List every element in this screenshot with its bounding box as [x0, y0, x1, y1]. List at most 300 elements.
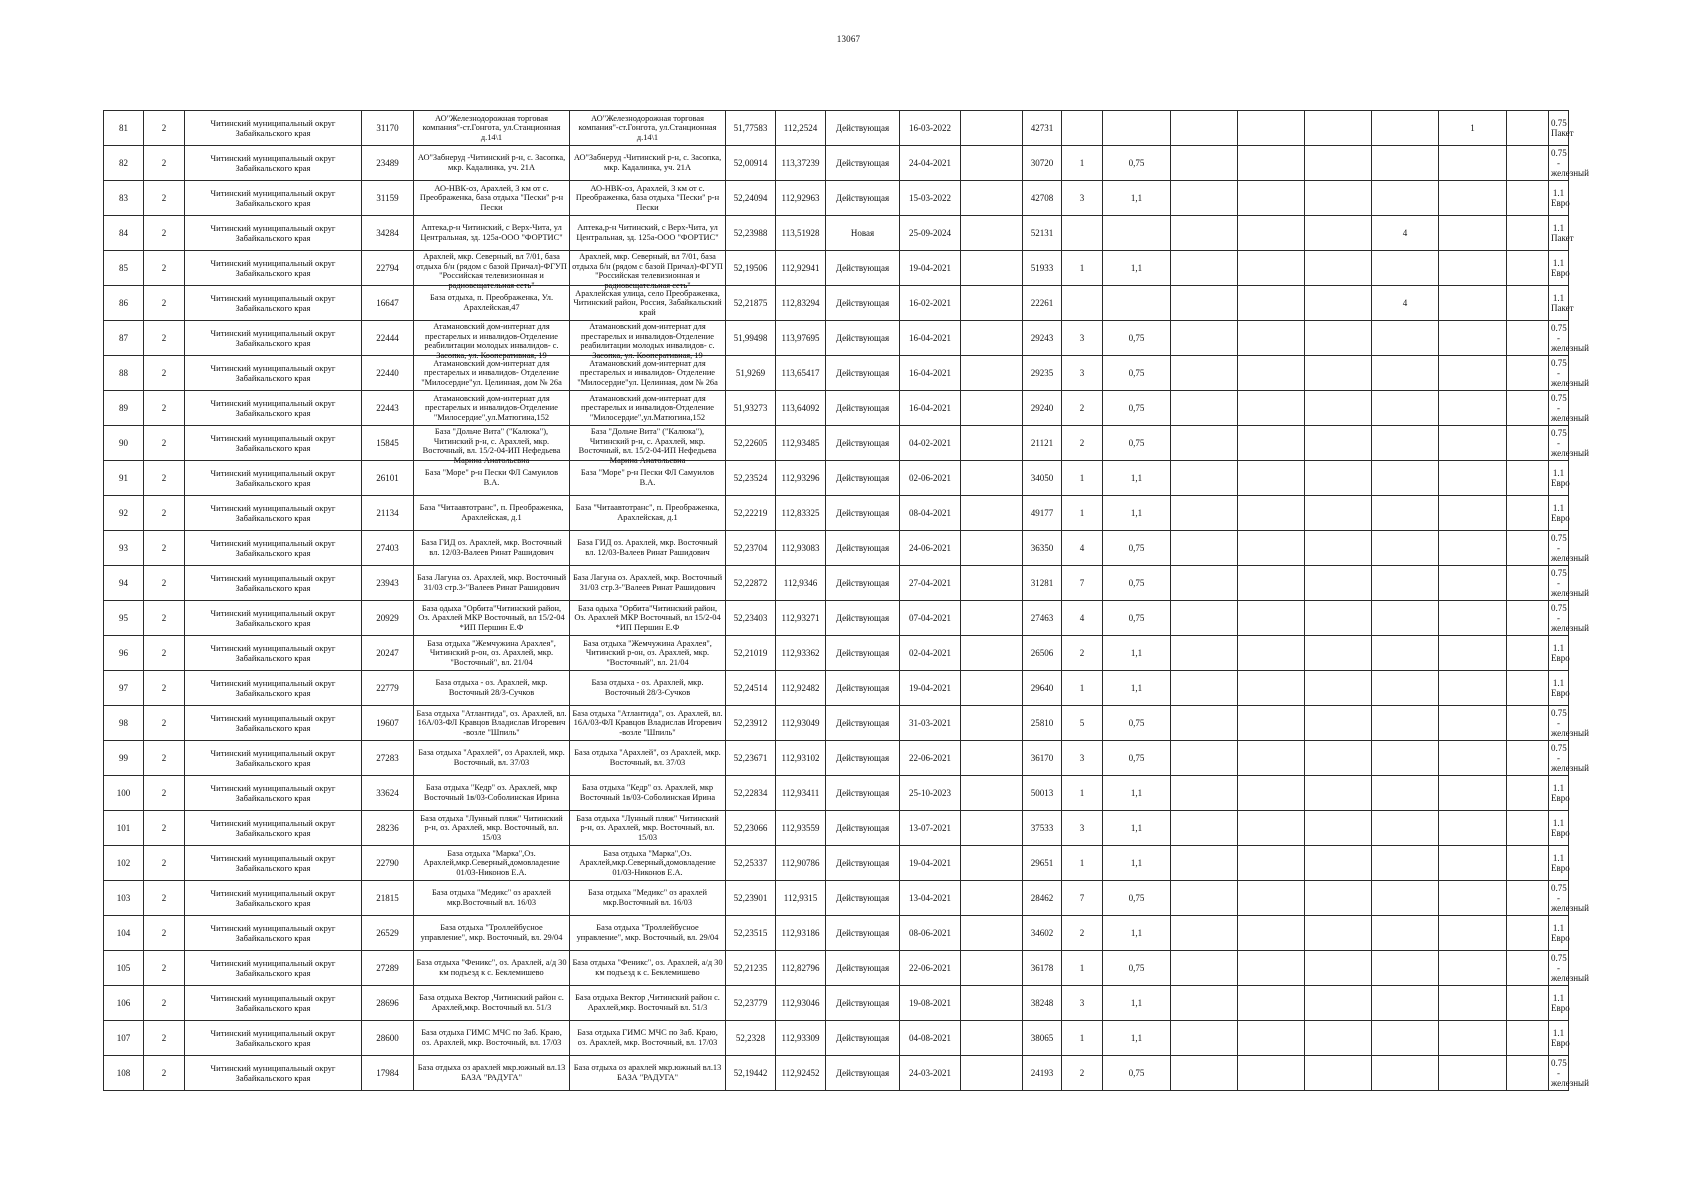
- group-cell-text: 2: [161, 858, 167, 868]
- location-cell-text: База отдыха Вектор ,Читинский район с. Арахлей,мкр. Восточный вл. 51/3: [575, 993, 720, 1012]
- bag-count-cell: [1372, 636, 1439, 671]
- status-cell-text: Действующая: [835, 998, 890, 1008]
- code-cell-text: 22444: [376, 333, 399, 343]
- address-cell: [414, 951, 570, 986]
- location-cell: [570, 496, 726, 531]
- empty-cell: [961, 391, 1023, 426]
- date-cell-text: 27-04-2021: [909, 578, 951, 588]
- id-cell-text: 34050: [1030, 473, 1054, 483]
- status-cell: [826, 741, 900, 776]
- row-number-cell: [104, 356, 144, 391]
- latitude-cell: [726, 811, 776, 846]
- longitude-cell-text: 113,51928: [781, 228, 820, 238]
- district-cell-text: Читинский муниципальный округ Забайкальского края: [210, 293, 336, 313]
- location-cell: [570, 1056, 726, 1091]
- volume-cell-text: 1,1: [1130, 823, 1143, 833]
- address-cell: [414, 181, 570, 216]
- latitude-cell: [726, 986, 776, 1021]
- date-cell-text: 07-04-2021: [909, 613, 951, 623]
- latitude-cell: [726, 286, 776, 321]
- row-number-cell-text: 92: [119, 508, 128, 518]
- page-number: 13067: [836, 34, 861, 44]
- empty-cell: [961, 111, 1023, 146]
- address-cell-text: База отдыха "Медикс" оз арахлей мкр.Восточный вл. 16/03: [431, 888, 552, 907]
- empty-cell: [1238, 1021, 1305, 1056]
- location-cell-text: Атамановский дом-интернат для престарелых и инвалидов- Отделение "Милосердие"ул. Целинная, дом № 26а: [577, 358, 718, 387]
- volume-cell-text: 0,75: [1128, 158, 1145, 168]
- group-cell: [144, 111, 185, 146]
- bag-count-cell: [1372, 601, 1439, 636]
- extra-count-cell: [1439, 776, 1507, 811]
- empty-cell: [1507, 671, 1549, 706]
- date-cell: [900, 216, 961, 251]
- date-cell-text: 02-04-2021: [909, 648, 951, 658]
- bag-count-cell: [1372, 321, 1439, 356]
- bag-count-cell: [1372, 1056, 1439, 1091]
- empty-cell: [1171, 916, 1238, 951]
- empty-cell: [1238, 916, 1305, 951]
- district-cell: [185, 741, 362, 776]
- longitude-cell-text: 112,90786: [781, 858, 820, 868]
- longitude-cell-text: 112,93102: [781, 753, 820, 763]
- status-cell: [826, 986, 900, 1021]
- extra-count-cell: [1439, 566, 1507, 601]
- group-cell: [144, 146, 185, 181]
- empty-cell: [961, 916, 1023, 951]
- table-row: [104, 146, 1569, 181]
- container-type-cell: [1549, 531, 1589, 566]
- location-cell: [570, 881, 726, 916]
- group-cell: [144, 881, 185, 916]
- row-number-cell: [104, 706, 144, 741]
- empty-cell: [1171, 671, 1238, 706]
- group-cell-text: 2: [161, 683, 167, 693]
- container-type-cell: [1549, 706, 1589, 741]
- empty-cell: [961, 601, 1023, 636]
- address-cell-text: База ГИД оз. Арахлей, мкр. Восточный вл. 12/03-Валеев Ринат Рашидович: [421, 538, 562, 557]
- table-row: [104, 321, 1569, 356]
- address-cell-text: Атамановский дом-интернат для престарелых и инвалидов-Отделение реабилитации молодых инвалидов- с. Засопка, ул. Кооперативная, 19: [424, 322, 559, 360]
- container-type-cell: [1549, 426, 1589, 461]
- status-cell-text: Действующая: [835, 473, 890, 483]
- date-cell-text: 19-08-2021: [909, 998, 951, 1008]
- volume-cell: [1103, 1056, 1171, 1091]
- district-cell: [185, 846, 362, 881]
- status-cell-text: Действующая: [835, 893, 890, 903]
- latitude-cell: [726, 496, 776, 531]
- date-cell-text: 25-10-2023: [909, 788, 951, 798]
- volume-cell: [1103, 1021, 1171, 1056]
- volume-cell-text: 1,1: [1130, 788, 1143, 798]
- group-cell: [144, 496, 185, 531]
- longitude-cell-text: 112,2524: [783, 123, 818, 133]
- district-cell: [185, 671, 362, 706]
- empty-cell: [961, 636, 1023, 671]
- group-cell-text: 2: [161, 228, 167, 238]
- id-cell-text: 42731: [1030, 123, 1054, 133]
- volume-cell-text: 0,75: [1128, 963, 1145, 973]
- table-row: [104, 636, 1569, 671]
- code-cell: [362, 601, 414, 636]
- volume-cell: [1103, 671, 1171, 706]
- latitude-cell-text: 52,24514: [733, 683, 768, 693]
- bag-count-cell: [1372, 496, 1439, 531]
- code-cell: [362, 741, 414, 776]
- table-row: [104, 706, 1569, 741]
- empty-cell: [1238, 496, 1305, 531]
- longitude-cell: [776, 1021, 826, 1056]
- container-type-cell-text: 0.75 - железный: [1551, 603, 1589, 633]
- container-type-cell: [1549, 951, 1589, 986]
- bag-count-cell: [1372, 391, 1439, 426]
- count-cell-text: 2: [1079, 403, 1085, 413]
- location-cell: [570, 181, 726, 216]
- address-cell-text: База "Читаавтотранс", п. Преображенка, Арахлейская, д.1: [419, 503, 564, 522]
- count-cell: [1062, 286, 1103, 321]
- date-cell-text: 13-04-2021: [909, 893, 951, 903]
- address-cell: [414, 426, 570, 465]
- volume-cell-text: 1,1: [1130, 193, 1143, 203]
- latitude-cell-text: 52,21875: [733, 298, 768, 308]
- code-cell-text: 21815: [376, 893, 399, 903]
- table-row: [104, 181, 1569, 216]
- empty-cell: [1305, 671, 1372, 706]
- group-cell-text: 2: [161, 403, 167, 413]
- empty-cell: [961, 181, 1023, 216]
- district-cell: [185, 881, 362, 916]
- volume-cell: [1103, 286, 1171, 321]
- group-cell-text: 2: [161, 368, 167, 378]
- container-type-cell-text: 1.1 Евро: [1551, 853, 1570, 873]
- date-cell: [900, 776, 961, 811]
- location-cell: [570, 461, 726, 496]
- code-cell: [362, 776, 414, 811]
- status-cell-text: Действующая: [835, 158, 890, 168]
- volume-cell: [1103, 321, 1171, 356]
- extra-count-cell: [1439, 426, 1507, 461]
- container-type-cell-text: 1.1 Евро: [1551, 818, 1570, 838]
- container-type-cell: [1549, 741, 1589, 776]
- volume-cell: [1103, 636, 1171, 671]
- district-cell-text: Читинский муниципальный округ Забайкальского края: [210, 503, 336, 523]
- id-cell-text: 36170: [1030, 753, 1054, 763]
- extra-count-cell: [1439, 111, 1507, 146]
- address-cell-text: База Лагуна оз. Арахлей, мкр. Восточный 31/03 стр.3-"Валеев Ринат Рашидович: [416, 573, 567, 592]
- empty-cell: [961, 251, 1023, 286]
- address-cell-text: Арахлей, мкр. Северный, вл 7/01, база отдыха б/н (рядом с базой Причал)-ФГУП "Российская телевизионная и радиовещательная сеть": [416, 252, 567, 290]
- empty-cell: [961, 356, 1023, 391]
- container-type-cell-text: 0.75 Пакет: [1551, 118, 1574, 138]
- group-cell-text: 2: [161, 263, 167, 273]
- empty-cell: [1238, 181, 1305, 216]
- status-cell: [826, 321, 900, 356]
- group-cell: [144, 671, 185, 706]
- row-number-cell-text: 103: [116, 893, 131, 903]
- volume-cell: [1103, 846, 1171, 881]
- table-row: [104, 916, 1569, 951]
- code-cell-text: 26101: [376, 473, 399, 483]
- longitude-cell-text: 112,82796: [781, 963, 820, 973]
- date-cell-text: 08-06-2021: [909, 928, 951, 938]
- container-type-cell: [1549, 356, 1589, 391]
- extra-count-cell: [1439, 1021, 1507, 1056]
- id-cell: [1023, 951, 1062, 986]
- id-cell-text: 42708: [1030, 193, 1054, 203]
- id-cell-text: 29243: [1030, 333, 1054, 343]
- empty-cell: [1171, 111, 1238, 146]
- bag-count-cell: [1372, 811, 1439, 846]
- district-cell-text: Читинский муниципальный округ Забайкальского края: [210, 818, 336, 838]
- row-number-cell-text: 97: [119, 683, 128, 693]
- id-cell-text: 30720: [1030, 158, 1054, 168]
- volume-cell: [1103, 706, 1171, 741]
- empty-cell: [1305, 881, 1372, 916]
- container-type-cell: [1549, 916, 1569, 951]
- address-cell: [414, 286, 570, 321]
- status-cell: [826, 391, 900, 426]
- row-number-cell: [104, 951, 144, 986]
- longitude-cell-text: 112,93411: [781, 788, 820, 798]
- empty-cell: [961, 846, 1023, 881]
- district-cell-text: Читинский муниципальный округ Забайкальского края: [210, 118, 336, 138]
- container-type-cell: [1549, 251, 1569, 286]
- longitude-cell: [776, 216, 826, 251]
- address-cell-text: База одыха "Орбита"Читинский район, Оз. Арахлей МКР Восточный, вл 15/2-04 *ИП Першин Е.Ф: [418, 603, 565, 632]
- table-row: [104, 811, 1569, 846]
- id-cell: [1023, 601, 1062, 636]
- row-number-cell: [104, 916, 144, 951]
- extra-count-cell: [1439, 531, 1507, 566]
- empty-cell: [1238, 356, 1305, 391]
- id-cell-text: 26506: [1030, 648, 1054, 658]
- latitude-cell: [726, 531, 776, 566]
- location-cell: [570, 216, 726, 251]
- district-cell: [185, 111, 362, 146]
- row-number-cell-text: 87: [119, 333, 128, 343]
- group-cell-text: 2: [161, 123, 167, 133]
- longitude-cell: [776, 881, 826, 916]
- empty-cell: [1238, 776, 1305, 811]
- empty-cell: [1305, 811, 1372, 846]
- empty-cell: [1238, 636, 1305, 671]
- group-cell: [144, 776, 185, 811]
- code-cell-text: 28600: [376, 1033, 399, 1043]
- row-number-cell: [104, 986, 144, 1021]
- address-cell: [414, 636, 570, 671]
- empty-cell: [1171, 391, 1238, 426]
- district-cell-text: Читинский муниципальный округ Забайкальского края: [210, 748, 336, 768]
- volume-cell: [1103, 111, 1171, 146]
- group-cell: [144, 986, 185, 1021]
- group-cell: [144, 321, 185, 356]
- group-cell: [144, 706, 185, 741]
- location-cell: [570, 846, 726, 881]
- longitude-cell: [776, 356, 826, 391]
- code-cell-text: 22443: [376, 403, 399, 413]
- id-cell-text: 31281: [1030, 578, 1054, 588]
- id-cell: [1023, 356, 1062, 391]
- longitude-cell: [776, 566, 826, 601]
- container-type-cell-text: 0.75 - железный: [1551, 358, 1589, 388]
- volume-cell: [1103, 496, 1171, 531]
- empty-cell: [1171, 356, 1238, 391]
- row-number-cell-text: 100: [116, 788, 131, 798]
- date-cell-text: 16-03-2022: [909, 123, 951, 133]
- date-cell: [900, 251, 961, 286]
- status-cell-text: Действующая: [835, 648, 890, 658]
- empty-cell: [1238, 1056, 1305, 1091]
- count-cell-text: 1: [1079, 963, 1085, 973]
- district-cell: [185, 566, 362, 601]
- status-cell: [826, 811, 900, 846]
- count-cell-text: 2: [1079, 438, 1085, 448]
- code-cell: [362, 671, 414, 706]
- count-cell: [1062, 601, 1103, 636]
- empty-cell: [1305, 391, 1372, 426]
- status-cell-text: Действующая: [835, 508, 890, 518]
- district-cell: [185, 496, 362, 531]
- empty-cell: [1507, 356, 1549, 391]
- location-cell-text: База отдыха "Кедр" оз. Арахлей, мкр Восточный 1в/03-Соболинская Ирина: [579, 783, 716, 802]
- status-cell: [826, 1056, 900, 1091]
- empty-cell: [1305, 146, 1372, 181]
- code-cell-text: 22790: [376, 858, 399, 868]
- address-cell: [414, 916, 570, 951]
- volume-cell: [1103, 461, 1171, 496]
- id-cell: [1023, 496, 1062, 531]
- longitude-cell-text: 112,92482: [781, 683, 820, 693]
- latitude-cell: [726, 321, 776, 356]
- location-cell: [570, 671, 726, 706]
- id-cell-text: 24193: [1030, 1068, 1054, 1078]
- empty-cell: [1171, 251, 1238, 286]
- container-type-cell-text: 1.1 Евро: [1551, 503, 1570, 523]
- container-type-cell-text: 1.1 Пакет: [1551, 293, 1574, 313]
- id-cell: [1023, 286, 1062, 321]
- district-cell-text: Читинский муниципальный округ Забайкальского края: [210, 223, 336, 243]
- group-cell: [144, 846, 185, 881]
- location-cell: [570, 531, 726, 566]
- location-cell-text: База ГИД оз. Арахлей, мкр. Восточный вл. 12/03-Валеев Ринат Рашидович: [577, 538, 718, 557]
- code-cell: [362, 811, 414, 846]
- empty-cell: [961, 286, 1023, 321]
- count-cell: [1062, 566, 1103, 601]
- group-cell: [144, 1056, 185, 1091]
- status-cell: [826, 776, 900, 811]
- latitude-cell: [726, 916, 776, 951]
- status-cell: [826, 916, 900, 951]
- location-cell-text: Атамановский дом-интернат для престарелых и инвалидов-Отделение реабилитации молодых инвалидов- с. Засопка, ул. Кооперативная, 19: [580, 322, 715, 360]
- count-cell-text: 4: [1079, 543, 1085, 553]
- empty-cell: [1507, 496, 1549, 531]
- empty-cell: [1171, 321, 1238, 356]
- empty-cell: [1507, 1056, 1549, 1091]
- row-number-cell: [104, 146, 144, 181]
- district-cell-text: Читинский муниципальный округ Забайкальского края: [210, 608, 336, 628]
- location-cell-text: АО"Забнеруд -Читинский р-н, с. Засопка, мкр. Кадалинка, уч. 21А: [573, 153, 722, 172]
- location-cell: [570, 811, 726, 846]
- volume-cell-text: 1,1: [1130, 858, 1143, 868]
- count-cell-text: 3: [1079, 193, 1085, 203]
- group-cell: [144, 181, 185, 216]
- empty-cell: [1238, 706, 1305, 741]
- bag-count-cell: [1372, 251, 1439, 286]
- volume-cell-text: 0,75: [1128, 613, 1145, 623]
- code-cell: [362, 286, 414, 321]
- empty-cell: [1507, 741, 1549, 776]
- date-cell-text: 19-04-2021: [909, 683, 951, 693]
- location-cell: [570, 776, 726, 811]
- district-cell-text: Читинский муниципальный округ Забайкальского края: [210, 993, 336, 1013]
- longitude-cell-text: 113,64092: [781, 403, 820, 413]
- code-cell-text: 27283: [376, 753, 399, 763]
- code-cell: [362, 916, 414, 951]
- bag-count-cell: [1372, 216, 1439, 251]
- count-cell: [1062, 741, 1103, 776]
- address-cell-text: База отдыха - оз. Арахлей, мкр. Восточный 28/3-Сучков: [435, 678, 548, 697]
- extra-count-cell: [1439, 951, 1507, 986]
- group-cell-text: 2: [161, 928, 167, 938]
- id-cell: [1023, 251, 1062, 286]
- extra-count-cell-text: 1: [1470, 123, 1475, 133]
- container-type-cell: [1549, 1021, 1569, 1056]
- group-cell-text: 2: [161, 648, 167, 658]
- empty-cell: [1305, 321, 1372, 356]
- code-cell: [362, 636, 414, 671]
- latitude-cell-text: 51,99498: [733, 333, 768, 343]
- empty-cell: [1171, 1056, 1238, 1091]
- empty-cell: [1507, 286, 1549, 321]
- address-cell: [414, 1021, 570, 1056]
- location-cell: [570, 566, 726, 601]
- code-cell-text: 22779: [376, 683, 399, 693]
- address-cell: [414, 986, 570, 1021]
- table-row: [104, 601, 1569, 636]
- row-number-cell: [104, 1021, 144, 1056]
- district-cell: [185, 146, 362, 181]
- empty-cell: [1507, 426, 1549, 461]
- status-cell-text: Действующая: [835, 403, 890, 413]
- code-cell: [362, 146, 414, 181]
- latitude-cell-text: 51,93273: [733, 403, 768, 413]
- date-cell-text: 25-09-2024: [909, 228, 951, 238]
- id-cell: [1023, 181, 1062, 216]
- id-cell: [1023, 776, 1062, 811]
- code-cell: [362, 111, 414, 146]
- extra-count-cell: [1439, 601, 1507, 636]
- row-number-cell: [104, 776, 144, 811]
- extra-count-cell: [1439, 1056, 1507, 1091]
- date-cell-text: 13-07-2021: [909, 823, 951, 833]
- district-cell: [185, 321, 362, 356]
- row-number-cell: [104, 846, 144, 881]
- container-type-cell: [1549, 216, 1574, 251]
- code-cell-text: 15845: [376, 438, 399, 448]
- code-cell-text: 27403: [376, 543, 399, 553]
- date-cell: [900, 566, 961, 601]
- row-number-cell: [104, 286, 144, 321]
- latitude-cell: [726, 356, 776, 391]
- code-cell: [362, 496, 414, 531]
- address-cell: [414, 461, 570, 496]
- empty-cell: [1171, 846, 1238, 881]
- empty-cell: [1238, 216, 1305, 251]
- container-type-cell-text: 0.75 - железный: [1551, 323, 1589, 353]
- id-cell: [1023, 391, 1062, 426]
- status-cell: [826, 426, 900, 461]
- id-cell-text: 25810: [1030, 718, 1054, 728]
- container-type-cell-text: 0.75 - железный: [1551, 1058, 1589, 1088]
